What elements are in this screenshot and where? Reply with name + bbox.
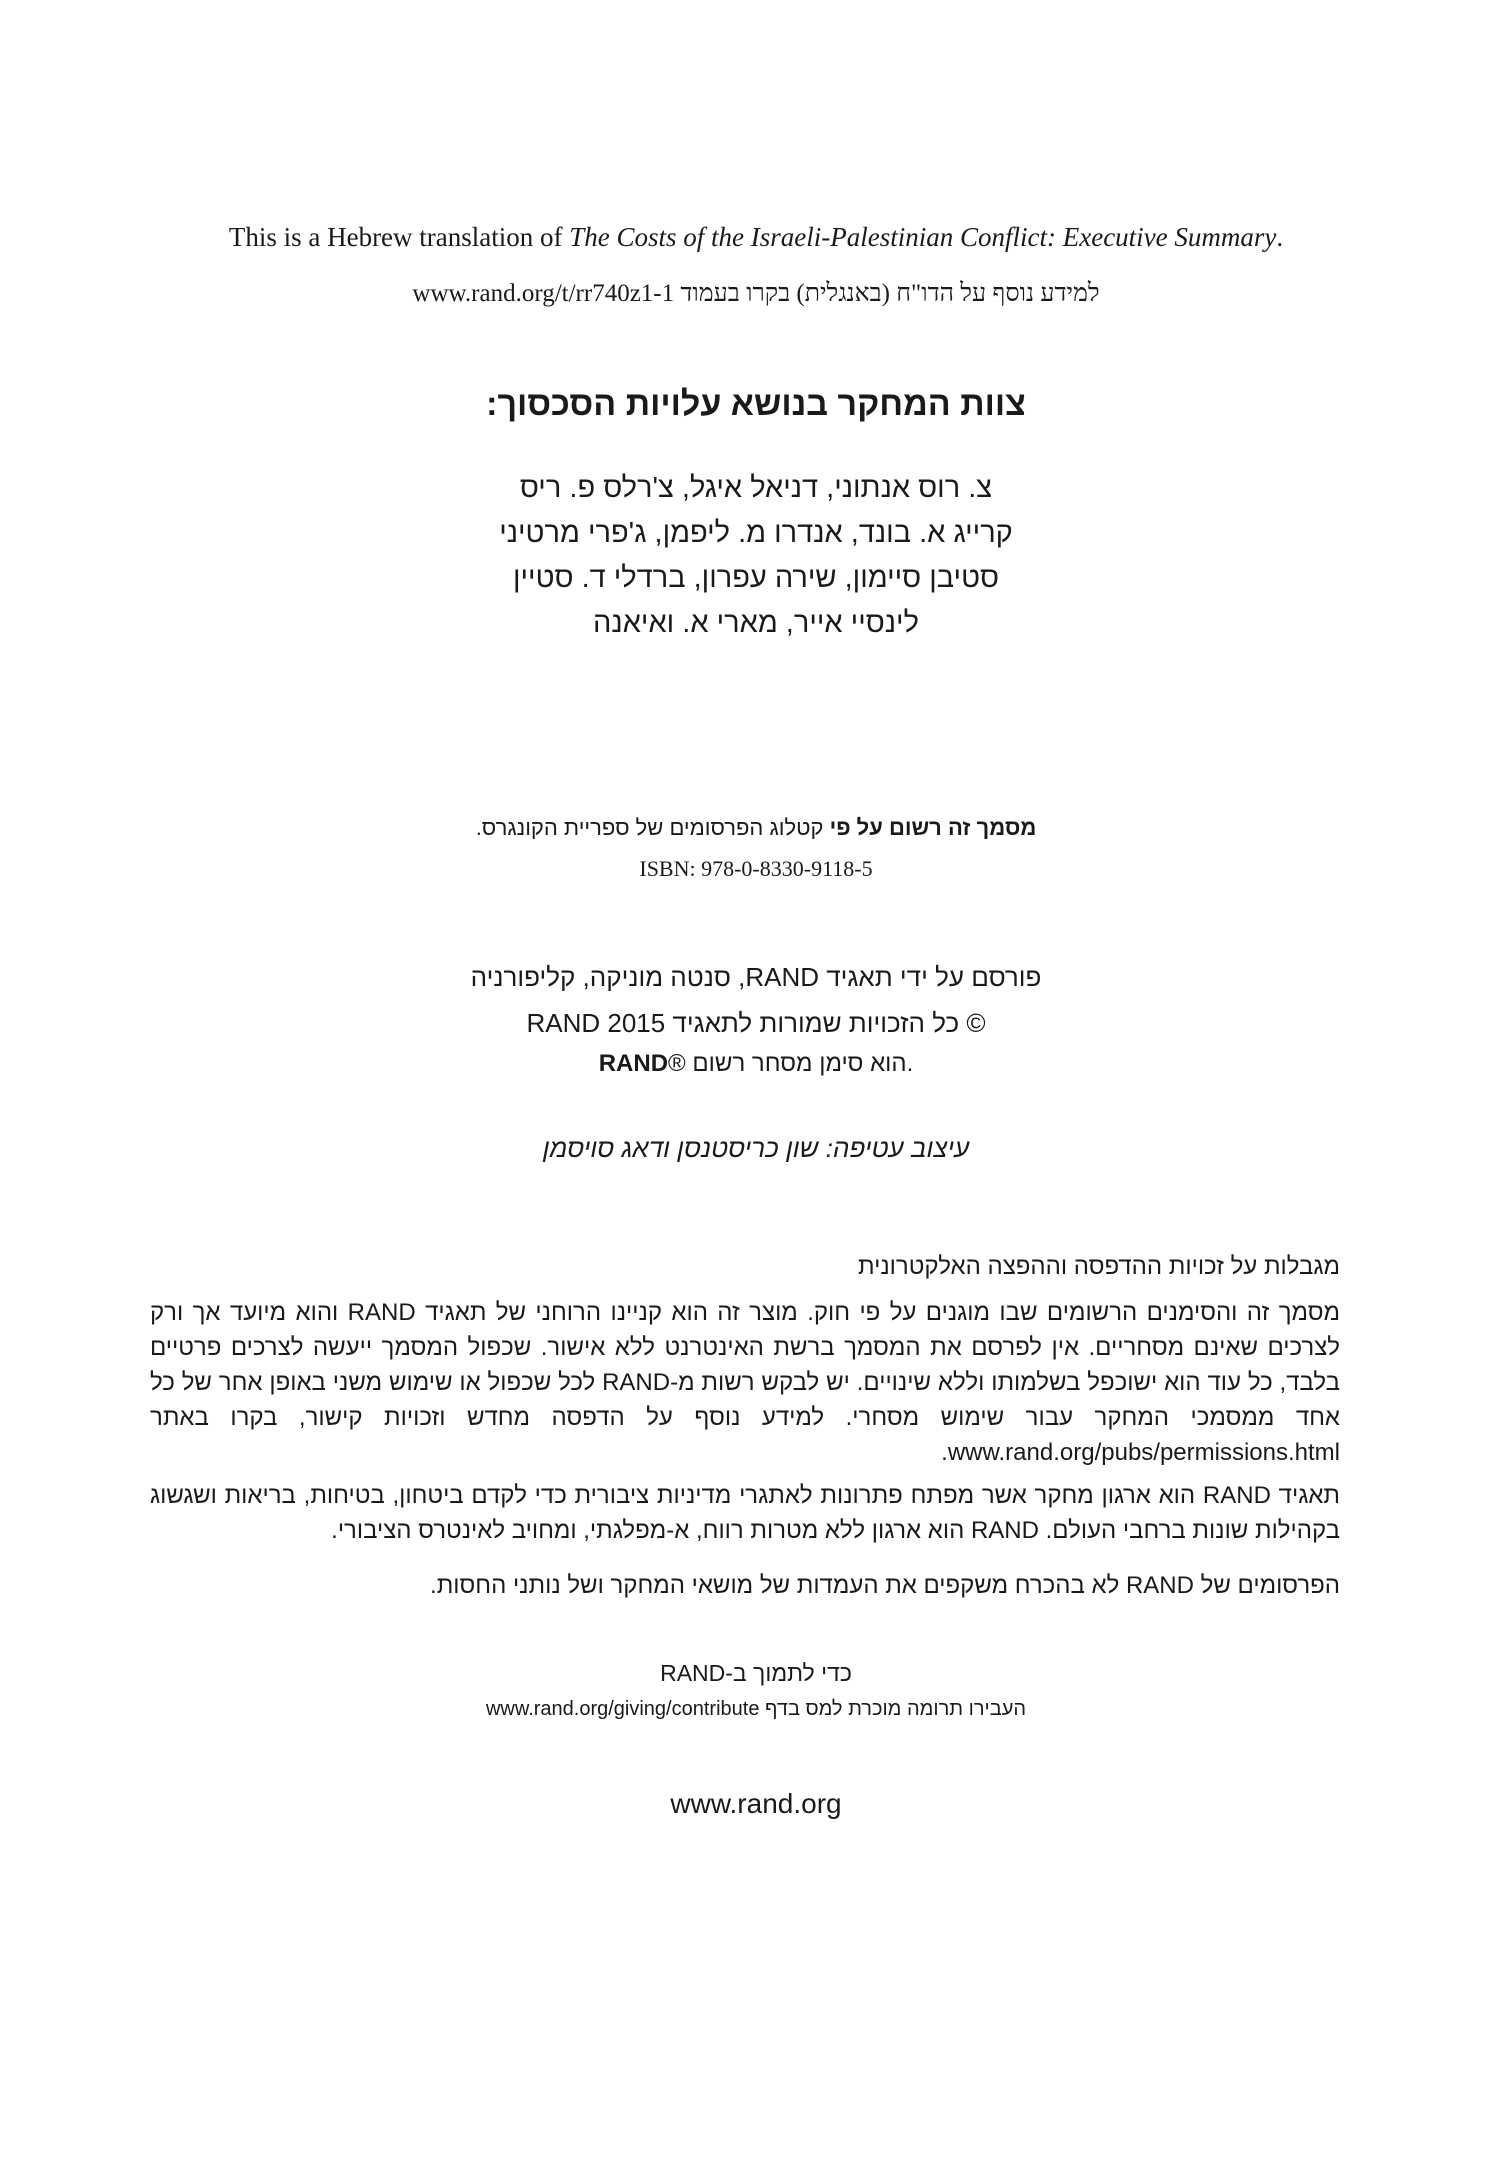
support-link[interactable]: העבירו תרומה מוכרת למס בדף www.rand.org/giving/contribute (485, 1698, 1027, 1720)
authors-line-1: צ. רוס אנתוני, דניאל איגל, צ'רלס פ. ריס (519, 472, 993, 504)
cover-design: עיצוב עטיפה: שון כריסטנסן ודאג סויסמן (542, 1133, 970, 1163)
website-link[interactable]: www.rand.org (670, 1788, 842, 1819)
authors-line-3: סטיבן סיימון, שירה עפרון, ברדלי ד. סטיין (512, 562, 1000, 594)
authors-line-2: קרייג א. בונד, אנדרו מ. ליפמן, ג'פרי מרטיני (499, 517, 1013, 549)
restrictions-body: מסמך זה והסימנים הרשומים שבו מוגנים על פי חוק. מוצר זה הוא קניינו הרוחני של תאגיד RAND והוא מיועד אך ורק לצרכים שאינם מסחריים. אין לפרסם את המסמך ברשת האינטרנט ללא אישור. שכפול המסמך ייעשה לצרכים פרטיים בלבד, כל עוד הוא ישוכפל בשלמותו וללא שינויים. יש לבקש רשות מ-RAND לכל שכפול או שימוש משני באופן אחר של כל אחד ממסמכי המחקר עבור שימוש מסחרי. למידע נוסף על הדפסה מחדש וזכויות קישור, בקרו באתר www.rand.org/pubs/permissions.html. (150, 1299, 1340, 1466)
team-title: צוות המחקר בנושא עלויות הסכסוך: (486, 385, 1026, 423)
more-info-note: למידע נוסף על הדו"ח (באנגלית) בקרו בעמוד www.rand.org/t/rr740z1-1 (412, 280, 1100, 307)
translation-note (0, 222, 1512, 253)
translation-prefix: This is a Hebrew translation of (228, 222, 570, 252)
trademark-brand: RAND (598, 1050, 669, 1077)
copyright: © כל הזכויות שמורות לתאגיד RAND 2015 (526, 1008, 986, 1038)
rand-mission: תאגיד RAND הוא ארגון מחקר אשר מפתח פתרונות לאתגרי מדיניות ציבורית כדי לקדם ביטחון, בטיחות, בריאות ושגשוג בקהילות שונות ברחבי העולם. RAND הוא ארגון ללא מטרות רווח, א-מפלגתי, ומחויב לאינטרס הציבורי. (150, 1482, 1340, 1544)
restrictions-heading: מגבלות על זכויות ההדפסה וההפצה האלקטרונית (857, 1253, 1340, 1280)
support-title: כדי לתמוך ב-RAND (660, 1660, 852, 1686)
trademark-note (0, 1050, 1512, 1078)
published-by: פורסם על ידי תאגיד RAND, סנטה מוניקה, קליפורניה (470, 962, 1042, 992)
catalog-bold: מסמך זה רשום על פי (829, 815, 1037, 840)
authors-line-4: לינסיי אייר, מארי א. ואיאנה (593, 607, 919, 639)
isbn: ISBN: 978-0-8330-9118-5 (639, 856, 873, 881)
translation-suffix: . (1276, 222, 1284, 252)
translation-title: The Costs of the Israeli-Palestinian Conflict: Executive Summary (569, 222, 1277, 252)
catalog-note (0, 815, 1512, 841)
catalog-rest: קטלוג הפרסומים של ספריית הקונגרס. (475, 815, 830, 840)
trademark-rest: ® הוא סימן מסחר רשום. (668, 1050, 914, 1077)
rand-disclaimer: הפרסומים של RAND לא בהכרח משקפים את העמדות של מושאי המחקר ושל נותני החסות. (430, 1572, 1340, 1599)
